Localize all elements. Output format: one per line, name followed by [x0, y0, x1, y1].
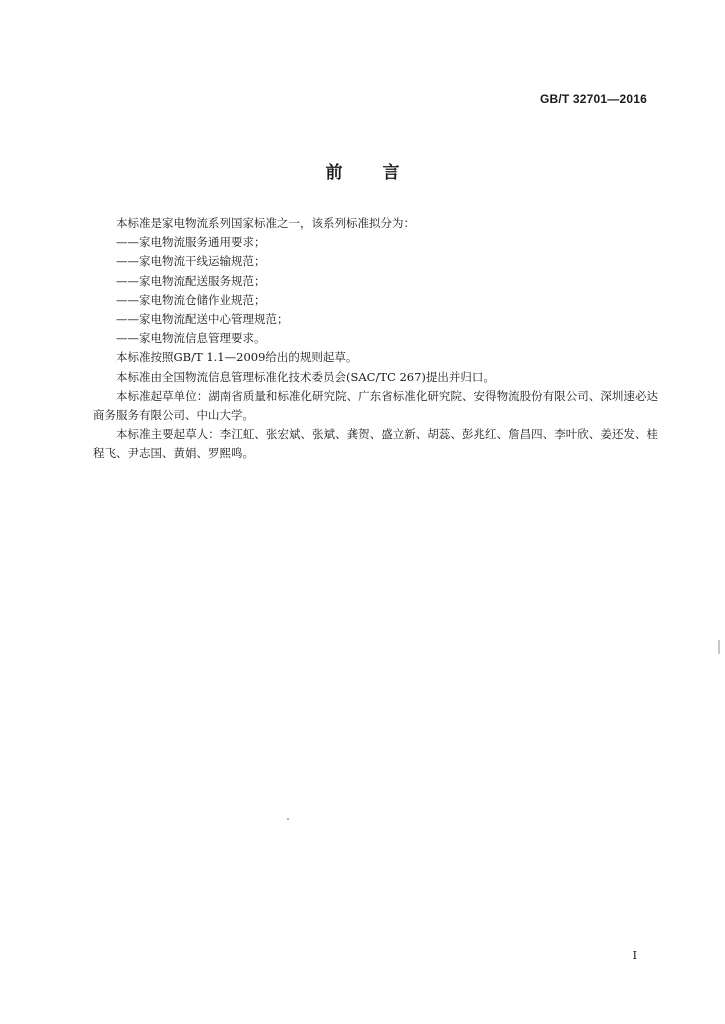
scan-speck: [287, 818, 289, 820]
standard-code: GB/T 32701—2016: [539, 92, 647, 106]
intro-paragraph: 本标准是家电物流系列国家标准之一，该系列标准拟分为：: [116, 216, 415, 230]
scan-edge-mark: [718, 640, 720, 654]
list-item: ——家电物流配送服务规范；: [116, 273, 266, 288]
drafting-units-paragraph: 本标准起草单位：湖南省质量和标准化研究院、广东省标准化研究院、安得物流股份有限公司、深圳速必达商务服务有限公司、中山大学。: [93, 388, 658, 423]
proposed-by-paragraph: 本标准由全国物流信息管理标准化技术委员会(SAC/TC 267)提出并归口。: [116, 369, 495, 384]
page-title: 前言: [325, 163, 440, 183]
drafting-rules-paragraph: 本标准按照GB/T 1.1—2009给出的规则起草。: [116, 350, 358, 365]
page-number: I: [632, 949, 637, 962]
list-item: ——家电物流服务通用要求；: [116, 235, 266, 250]
list-item: ——家电物流干线运输规范；: [116, 254, 266, 269]
list-item: ——家电物流信息管理要求。: [116, 331, 266, 346]
foreword-body: [93, 214, 658, 464]
drafters-paragraph: 本标准主要起草人：李江虹、张宏斌、张斌、龚贺、盛立新、胡蕊、彭兆红、詹昌四、李叶欣、姜还发、桂程飞、尹志国、黄娟、罗熙鸣。: [93, 427, 658, 461]
list-item: ——家电物流仓储作业规范；: [116, 292, 266, 307]
list-item: ——家电物流配送中心管理规范；: [116, 312, 289, 327]
